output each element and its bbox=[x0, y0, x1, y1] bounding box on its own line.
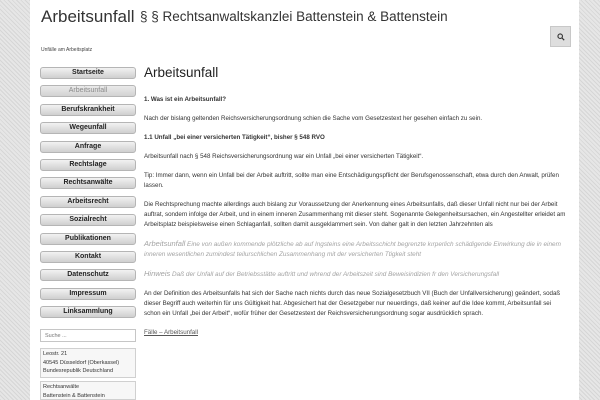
quote-keyword: Hinweis bbox=[144, 269, 171, 278]
nav-item-arbeitsunfall[interactable]: Arbeitsunfall bbox=[40, 85, 136, 97]
definition-quote bbox=[144, 239, 569, 260]
firm-box bbox=[40, 381, 136, 400]
main-content bbox=[144, 64, 569, 347]
section-heading: 1. Was ist ein Arbeitsunfall? bbox=[144, 96, 227, 103]
search-button[interactable] bbox=[550, 26, 571, 47]
page bbox=[30, 0, 579, 400]
firm-line: Rechtsanwälte bbox=[43, 384, 80, 390]
address-line: 40545 Düsseldorf (Oberkassel) bbox=[43, 359, 120, 366]
nav-item-anfrage[interactable]: Anfrage bbox=[40, 141, 136, 153]
site-description: § § Rechtsanwaltskanzlei Battenstein & Battenstein bbox=[140, 9, 448, 24]
address-box bbox=[40, 348, 136, 378]
page-title: Arbeitsunfall bbox=[144, 65, 219, 80]
cases-link[interactable]: Fälle – Arbeitsunfall bbox=[144, 329, 198, 336]
nav-item-publikationen[interactable]: Publikationen bbox=[40, 233, 136, 245]
nav-item-rechtslage[interactable]: Rechtslage bbox=[40, 159, 136, 171]
nav-item-startseite[interactable]: Startseite bbox=[40, 67, 136, 79]
site-tagline: Unfälle am Arbeitsplatz bbox=[41, 47, 93, 53]
sidebar-search-input[interactable] bbox=[40, 329, 136, 342]
address-line: Leostr. 21 bbox=[43, 351, 68, 357]
nav-item-impressum[interactable]: Impressum bbox=[40, 288, 136, 300]
quote-text: Eine von außen kommende plötzliche ab auf Ingsteins eine Arbeitsschicht begrenzte kırperlich schädigende Einwirkung die in einem inneren wesentlichen zumindest teilurschlichen Zusammenhang mit der versicherten Ttigkeit steht bbox=[144, 241, 561, 258]
nav-item-datenschutz[interactable]: Datenschutz bbox=[40, 269, 136, 281]
paragraph: Arbeitsunfall nach § 548 Reichsversicherungsordnung war ein Unfall „bei einer versicherten Tätigkeit“. bbox=[144, 153, 424, 160]
paragraph: An der Definition des Arbeitsunfalls hat sich der Sache nach nichts durch das neue Sozialgesetzbuch VII (Buch der Unfallversicherung) geändert, sodaß dieser Begriff auch weiterhin für uns Gültigkeit hat. Abgesichert hat der Gesetzgeber nur neuerdings, daß keiner auf die Idee kommt, Arbeitsunfall sei schon ein Unfall „bei der Arbeit“, wofür früher der Gesetzestext der Reichsversicherungsordnung sogar ausdrücklich sprach. bbox=[144, 290, 561, 317]
paragraph: Nach der bislang geltenden Reichsversicherungsordnung schien die Sache vom Gesetzestext her gesehen einfach zu sein. bbox=[144, 115, 483, 122]
paragraph: Die Rechtsprechung machte allerdings auch bislang zur Voraussetzung der Anerkennung eines Arbeitsunfalls, daß dieser Unfall nicht nur bei der Arbeit auftrat, sondern infolge der Arbeit, und in einem inneren Zusammenhang mit dieser steht. Sogenannte Gelegenheitsursachen, ein Angestellter erleidet am Arbeitsplatz beispielsweise einen Schlaganfall, sollten damit ausgeklammert sein. Von daher galt in den letzten Jahrzehnten als bbox=[144, 201, 566, 228]
nav-item-sozialrecht[interactable]: Sozialrecht bbox=[40, 214, 136, 226]
nav-item-rechtsanwaelte[interactable]: Rechtsanwälte bbox=[40, 177, 136, 189]
nav-item-wegeunfall[interactable]: Wegeunfall bbox=[40, 122, 136, 134]
firm-line: Battenstein & Battenstein bbox=[43, 392, 105, 399]
nav-item-linksammlung[interactable]: Linksammlung bbox=[40, 306, 136, 318]
nav-item-arbeitsrecht[interactable]: Arbeitsrecht bbox=[40, 196, 136, 208]
subsection-heading: 1.1 Unfall „bei einer versicherten Tätigkeit“, bisher § 548 RVO bbox=[144, 134, 325, 141]
nav-item-berufskrankheit[interactable]: Berufskrankheit bbox=[40, 104, 136, 116]
search-icon bbox=[557, 33, 565, 41]
site-title[interactable]: Arbeitsunfall bbox=[41, 7, 135, 26]
quote-text: Daß der Unfall auf der Betriebsstätte auftritt und whrend der Arbeitszeit sind Beweisindizien fr den Versicherungsfall bbox=[170, 271, 500, 278]
address-line: Bundesrepublik Deutschland bbox=[43, 368, 114, 374]
tip-paragraph: Tip: Immer dann, wenn ein Unfall bei der Arbeit auftritt, sollte man eine Entschädigungspflicht der Berufsgenossenschaft, etwa durch den Anwalt, prüfen lassen. bbox=[144, 172, 559, 189]
quote-keyword: Arbeitsunfall bbox=[144, 239, 186, 248]
nav-item-kontakt[interactable]: Kontakt bbox=[40, 251, 136, 263]
hint-quote bbox=[144, 269, 569, 280]
main-navigation bbox=[40, 67, 136, 324]
